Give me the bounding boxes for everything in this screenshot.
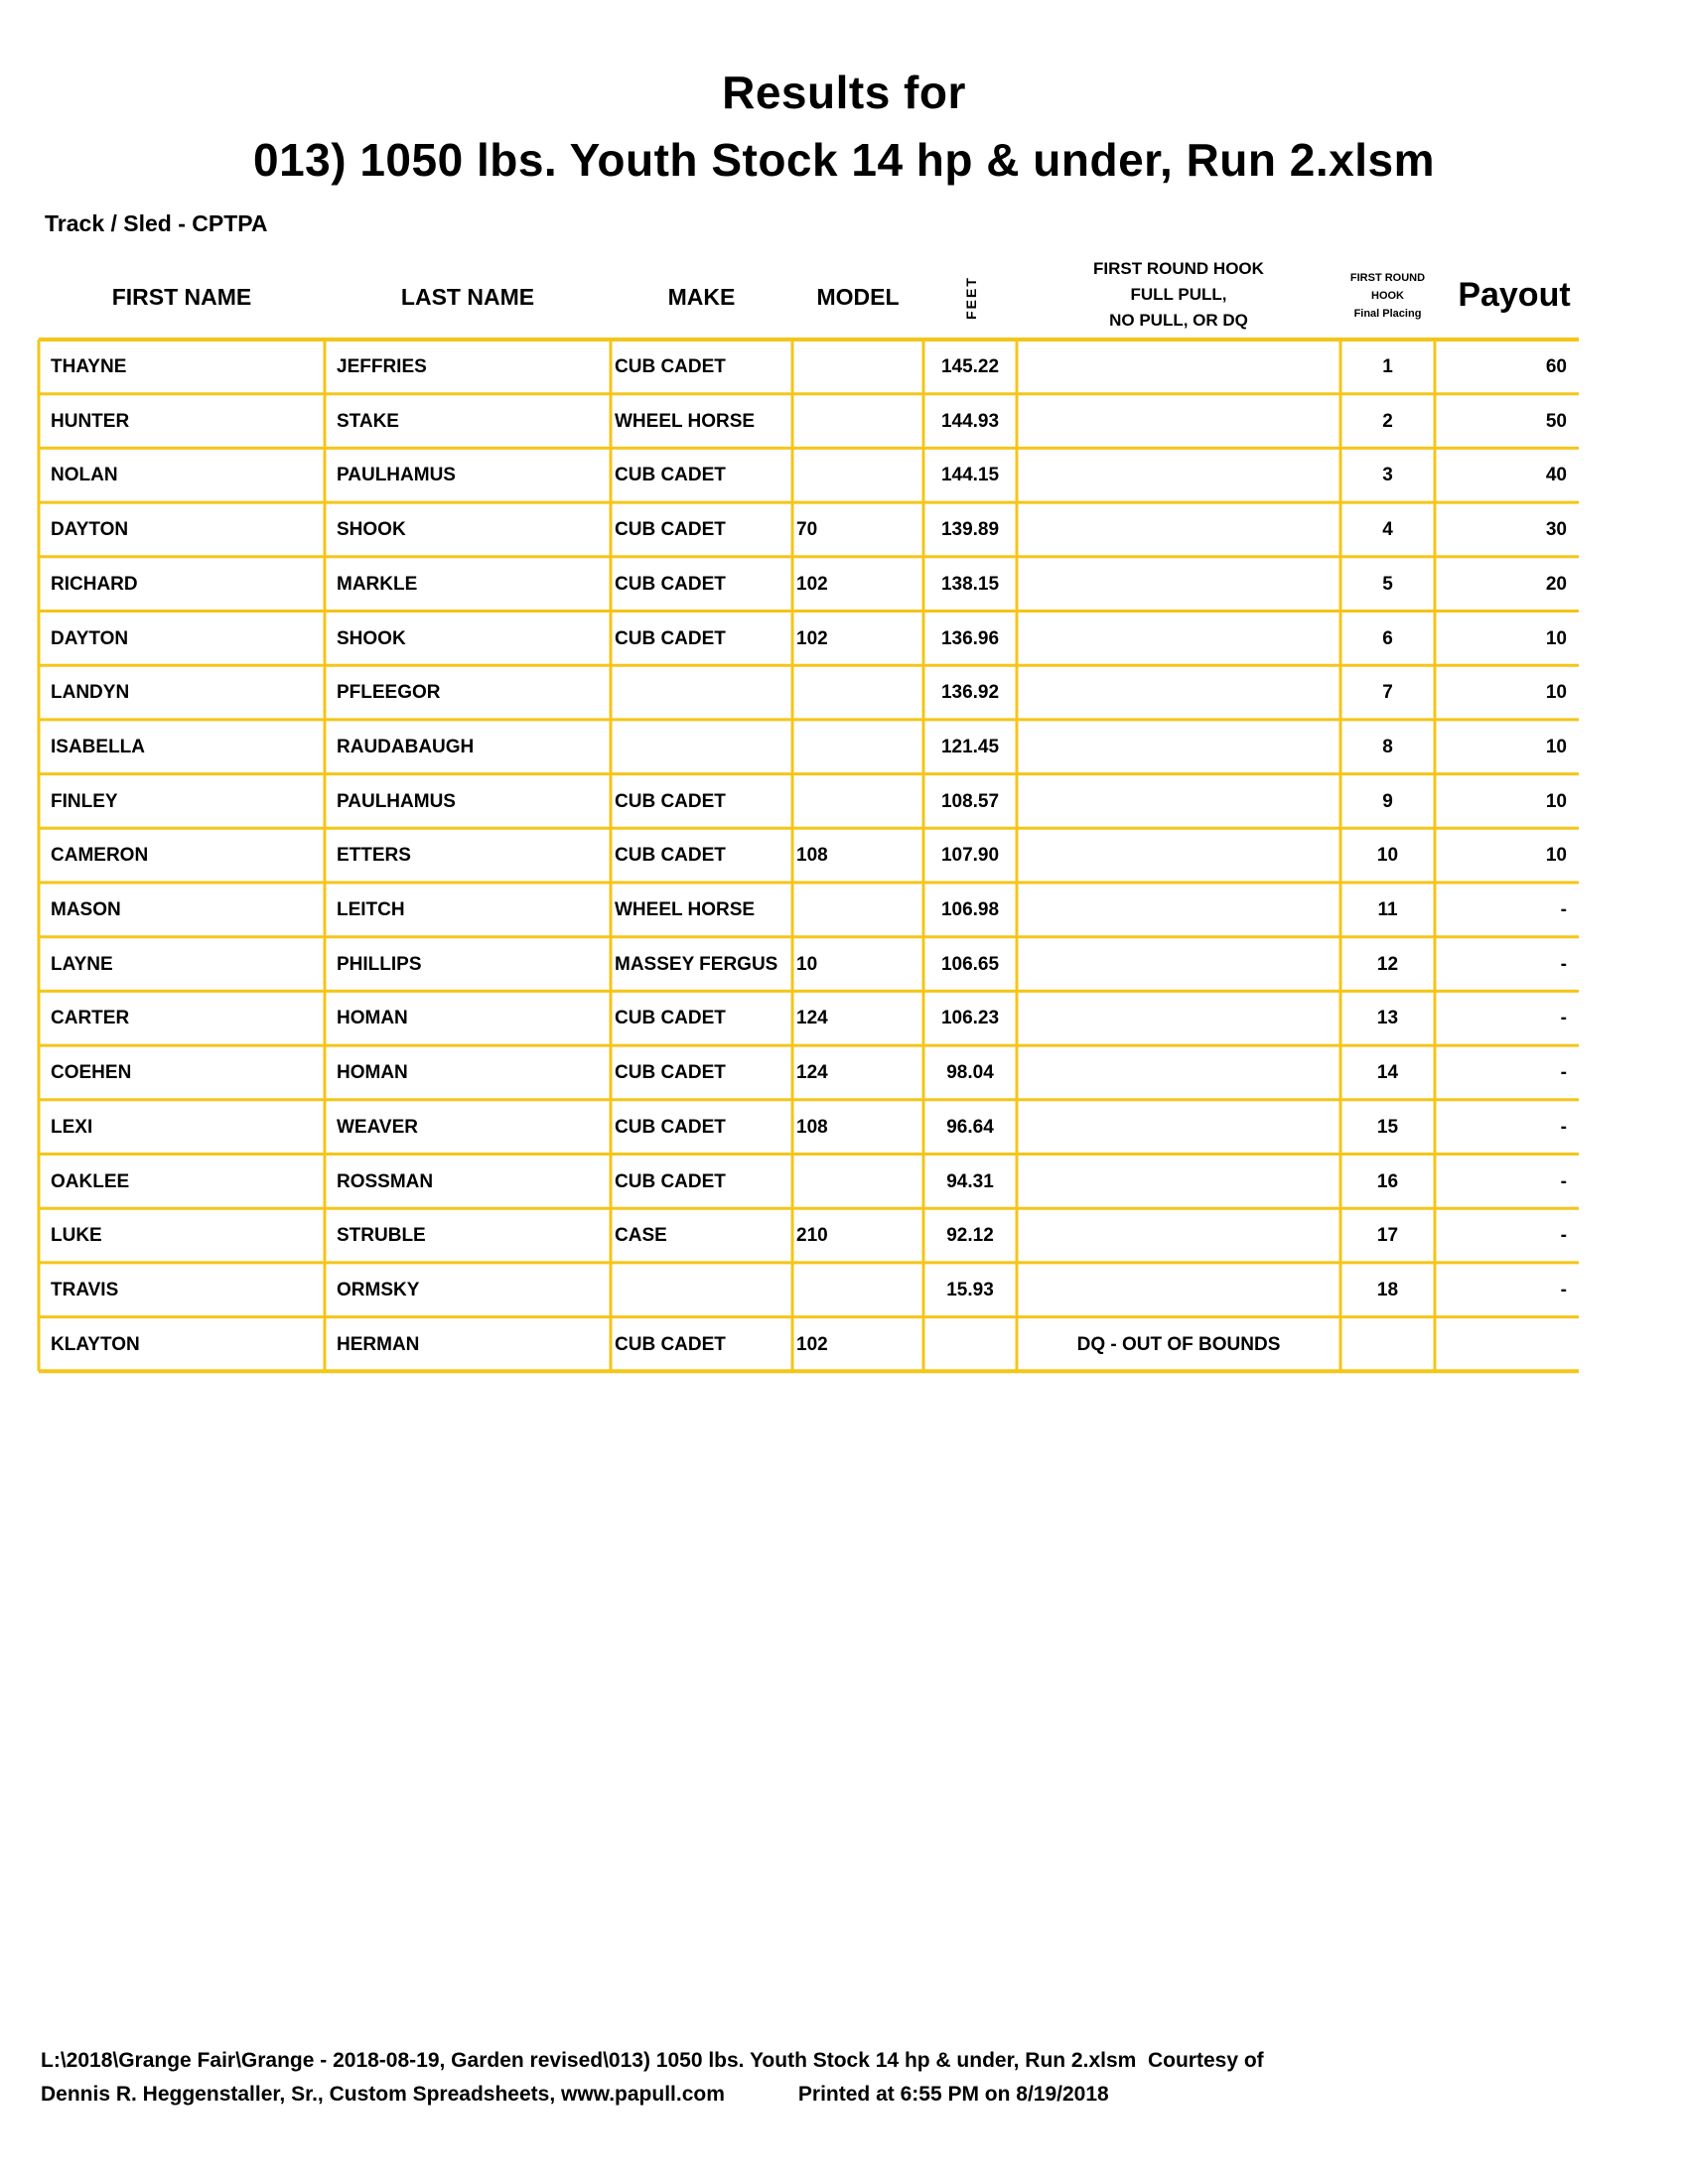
footer-credits: [41, 2083, 1109, 2107]
table-row: [0, 937, 1688, 992]
cell-model: [792, 394, 923, 449]
table-row: [0, 1208, 1688, 1263]
cell-placing: 17: [1376, 1225, 1399, 1247]
cell-placing: 18: [1376, 1279, 1399, 1300]
cell-payout: -: [1560, 1008, 1567, 1029]
cell-model: 108: [796, 845, 828, 867]
cell-last-name: PAULHAMUS: [337, 790, 456, 812]
cell-payout: 10: [1545, 790, 1567, 812]
table-row: [0, 612, 1688, 666]
cell-first-name: TRAVIS: [51, 1279, 119, 1300]
cell-last-name: PAULHAMUS: [337, 465, 456, 486]
cell-placing: 13: [1376, 1008, 1399, 1029]
cell-model: [792, 774, 923, 829]
cell-payout: -: [1560, 899, 1567, 920]
cell-first-name: COEHEN: [51, 1062, 132, 1084]
cell-last-name: RAUDABAUGH: [337, 736, 475, 757]
cell-model: 108: [796, 1116, 828, 1138]
cell-feet: 136.96: [940, 627, 1000, 649]
cell-payout: -: [1560, 1279, 1567, 1300]
table-row: [0, 1317, 1688, 1372]
cell-feet: 106.98: [940, 899, 1000, 920]
header-feet: [951, 270, 991, 326]
cell-make: CUB CADET: [615, 627, 726, 649]
cell-model: 124: [796, 1008, 828, 1029]
cell-last-name: HOMAN: [337, 1062, 408, 1084]
cell-make: CUB CADET: [615, 790, 726, 812]
cell-make: CUB CADET: [615, 1116, 726, 1138]
table-row: [0, 1100, 1688, 1155]
cell-make: CUB CADET: [615, 465, 726, 486]
cell-first-name: MASON: [51, 899, 121, 920]
cell-last-name: PHILLIPS: [337, 953, 422, 975]
cell-first-name: LUKE: [51, 1225, 102, 1247]
cell-hook-status: [1017, 828, 1340, 883]
cell-hook-status: [1017, 774, 1340, 829]
header-hook-line3: NO PULL, OR DQ: [1109, 311, 1248, 330]
cell-feet: 145.22: [940, 356, 1000, 377]
cell-payout: -: [1560, 1062, 1567, 1084]
cell-feet: 106.65: [940, 953, 1000, 975]
cell-make: WHEEL HORSE: [615, 899, 756, 920]
cell-last-name: JEFFRIES: [337, 356, 427, 377]
header-placing-line3: Final Placing: [1353, 308, 1422, 320]
cell-feet: 138.15: [940, 573, 1000, 595]
cell-last-name: ETTERS: [337, 845, 411, 867]
cell-last-name: HOMAN: [337, 1008, 408, 1029]
table-row: [0, 1263, 1688, 1317]
cell-feet: 107.90: [940, 845, 1000, 867]
cell-model: [792, 883, 923, 937]
cell-first-name: LANDYN: [51, 682, 130, 704]
cell-make: WHEEL HORSE: [615, 410, 756, 432]
cell-make: CUB CADET: [615, 1008, 726, 1029]
cell-first-name: HUNTER: [51, 410, 130, 432]
cell-placing: 16: [1376, 1170, 1399, 1192]
cell-model: 10: [796, 953, 818, 975]
cell-first-name: ISABELLA: [51, 736, 145, 757]
cell-feet: 98.04: [946, 1062, 994, 1084]
cell-hook-status: [1017, 1100, 1340, 1155]
cell-model: 124: [796, 1062, 828, 1084]
cell-make: CUB CADET: [615, 356, 726, 377]
cell-hook-status: [1017, 991, 1340, 1045]
cell-placing: 6: [1382, 627, 1393, 649]
header-hook-line2: FULL PULL,: [1130, 285, 1227, 304]
cell-last-name: WEAVER: [337, 1116, 418, 1138]
cell-placing: 9: [1382, 790, 1393, 812]
table-row: [0, 1155, 1688, 1209]
cell-hook-status: [1017, 612, 1340, 666]
cell-last-name: SHOOK: [337, 627, 406, 649]
cell-placing: 5: [1382, 573, 1393, 595]
cell-payout: 10: [1545, 845, 1567, 867]
cell-feet: 92.12: [946, 1225, 994, 1247]
cell-make: CASE: [615, 1225, 667, 1247]
cell-hook-status: [1017, 1045, 1340, 1100]
header-first-round-hook: [1017, 256, 1340, 334]
cell-make: CUB CADET: [615, 1062, 726, 1084]
cell-first-name: NOLAN: [51, 465, 118, 486]
table-row: [0, 1045, 1688, 1100]
cell-feet: 144.15: [940, 465, 1000, 486]
cell-placing: 15: [1376, 1116, 1399, 1138]
cell-last-name: LEITCH: [337, 899, 405, 920]
cell-placing: 1: [1382, 356, 1393, 377]
cell-last-name: STAKE: [337, 410, 399, 432]
cell-payout: -: [1560, 1170, 1567, 1192]
cell-first-name: KLAYTON: [51, 1333, 140, 1355]
cell-model: [792, 720, 923, 774]
table-row: [0, 774, 1688, 829]
footer-file-path: L:\2018\Grange Fair\Grange - 2018-08-19, Garden revised\013) 1050 lbs. Youth Stock 14 hp & under, Run 2.xlsm Courtesy of: [41, 2049, 1264, 2072]
cell-first-name: CARTER: [51, 1008, 130, 1029]
cell-make: CUB CADET: [615, 519, 726, 541]
header-model: MODEL: [816, 284, 900, 310]
cell-hook-status: [1017, 1208, 1340, 1263]
header-placing-line2: HOOK: [1371, 290, 1404, 302]
cell-make: CUB CADET: [615, 845, 726, 867]
cell-placing: [1340, 1317, 1435, 1372]
header-placing-line1: FIRST ROUND: [1349, 272, 1426, 284]
table-row: [0, 828, 1688, 883]
header-feet-label: FEET: [963, 276, 979, 320]
cell-payout: 40: [1545, 465, 1567, 486]
cell-model: 70: [796, 519, 818, 541]
table-row: [0, 394, 1688, 449]
cell-feet: 106.23: [940, 1008, 1000, 1029]
table-row: [0, 448, 1688, 502]
cell-hook-status: [1017, 1263, 1340, 1317]
header-last-name: LAST NAME: [400, 284, 535, 310]
cell-payout: 50: [1545, 410, 1567, 432]
cell-model: [792, 1263, 923, 1317]
cell-first-name: OAKLEE: [51, 1170, 130, 1192]
cell-feet: 15.93: [946, 1279, 994, 1300]
cell-payout: 10: [1545, 682, 1567, 704]
cell-placing: 3: [1382, 465, 1393, 486]
cell-feet: [923, 1317, 1017, 1372]
cell-feet: 136.92: [940, 682, 1000, 704]
cell-model: [792, 340, 923, 394]
header-make: MAKE: [667, 284, 736, 310]
cell-payout: 10: [1545, 736, 1567, 757]
cell-make: [611, 665, 792, 720]
cell-hook-status: [1017, 557, 1340, 612]
cell-first-name: LEXI: [51, 1116, 93, 1138]
cell-payout: 30: [1545, 519, 1567, 541]
table-row: [0, 720, 1688, 774]
cell-first-name: DAYTON: [51, 627, 129, 649]
cell-hook-status: [1017, 883, 1340, 937]
cell-last-name: HERMAN: [337, 1333, 420, 1355]
cell-first-name: FINLEY: [51, 790, 118, 812]
cell-last-name: MARKLE: [337, 573, 418, 595]
cell-first-name: RICHARD: [51, 573, 138, 595]
cell-hook-status: [1017, 665, 1340, 720]
cell-hook-status: [1017, 1155, 1340, 1209]
cell-feet: 139.89: [940, 519, 1000, 541]
cell-make: [611, 720, 792, 774]
cell-feet: 108.57: [940, 790, 1000, 812]
cell-payout: 10: [1545, 627, 1567, 649]
cell-placing: 10: [1376, 845, 1399, 867]
header-payout: Payout: [1458, 276, 1571, 314]
cell-payout: -: [1560, 1116, 1567, 1138]
footer-author: Dennis R. Heggenstaller, Sr., Custom Spreadsheets, www.papull.com: [41, 2083, 725, 2106]
cell-make: CUB CADET: [615, 573, 726, 595]
cell-make: MASSEY FERGUS: [615, 953, 778, 975]
cell-make: CUB CADET: [615, 1170, 726, 1192]
page-title: Results for: [722, 67, 966, 118]
cell-feet: 94.31: [946, 1170, 994, 1192]
cell-hook-status: [1017, 937, 1340, 992]
cell-hook-status: [1017, 448, 1340, 502]
cell-placing: 12: [1376, 953, 1399, 975]
cell-payout: 20: [1545, 573, 1567, 595]
cell-placing: 7: [1382, 682, 1393, 704]
cell-first-name: THAYNE: [51, 356, 127, 377]
cell-first-name: CAMERON: [51, 845, 149, 867]
cell-last-name: STRUBLE: [337, 1225, 426, 1247]
cell-feet: 121.45: [940, 736, 1000, 757]
cell-hook-status: DQ - OUT OF BOUNDS: [1076, 1333, 1281, 1355]
table-row: [0, 665, 1688, 720]
cell-model: 102: [796, 1333, 828, 1355]
cell-hook-status: [1017, 340, 1340, 394]
cell-last-name: PFLEEGOR: [337, 682, 441, 704]
event-title: 013) 1050 lbs. Youth Stock 14 hp & under, Run 2.xlsm: [253, 134, 1435, 186]
cell-placing: 2: [1382, 410, 1393, 432]
cell-first-name: LAYNE: [51, 953, 113, 975]
header-hook-line1: FIRST ROUND HOOK: [1093, 259, 1264, 278]
cell-placing: 4: [1382, 519, 1393, 541]
cell-model: 102: [796, 573, 828, 595]
track-sled-label: Track / Sled - CPTPA: [45, 210, 268, 236]
cell-model: [792, 665, 923, 720]
cell-make: CUB CADET: [615, 1333, 726, 1355]
cell-payout: [1435, 1317, 1579, 1372]
cell-model: [792, 448, 923, 502]
cell-payout: 60: [1545, 356, 1567, 377]
cell-first-name: DAYTON: [51, 519, 129, 541]
cell-hook-status: [1017, 394, 1340, 449]
cell-hook-status: [1017, 502, 1340, 557]
cell-placing: 14: [1376, 1062, 1399, 1084]
cell-make: [611, 1263, 792, 1317]
footer-printed-at: Printed at 6:55 PM on 8/19/2018: [797, 2083, 1109, 2106]
cell-last-name: ROSSMAN: [337, 1170, 434, 1192]
header-first-name: FIRST NAME: [111, 284, 252, 310]
table-row: [0, 557, 1688, 612]
cell-feet: 144.93: [940, 410, 1000, 432]
cell-payout: -: [1560, 1225, 1567, 1247]
cell-model: 102: [796, 627, 828, 649]
cell-payout: -: [1560, 953, 1567, 975]
cell-last-name: ORMSKY: [337, 1279, 420, 1300]
cell-model: 210: [796, 1225, 828, 1247]
cell-last-name: SHOOK: [337, 519, 406, 541]
cell-model: [792, 1155, 923, 1209]
cell-hook-status: [1017, 720, 1340, 774]
table-row: [0, 502, 1688, 557]
table-row: [0, 340, 1688, 394]
cell-feet: 96.64: [946, 1116, 994, 1138]
table-row: [0, 991, 1688, 1045]
header-final-placing: [1340, 269, 1435, 323]
cell-placing: 11: [1377, 899, 1398, 920]
table-row: [0, 883, 1688, 937]
cell-placing: 8: [1382, 736, 1393, 757]
